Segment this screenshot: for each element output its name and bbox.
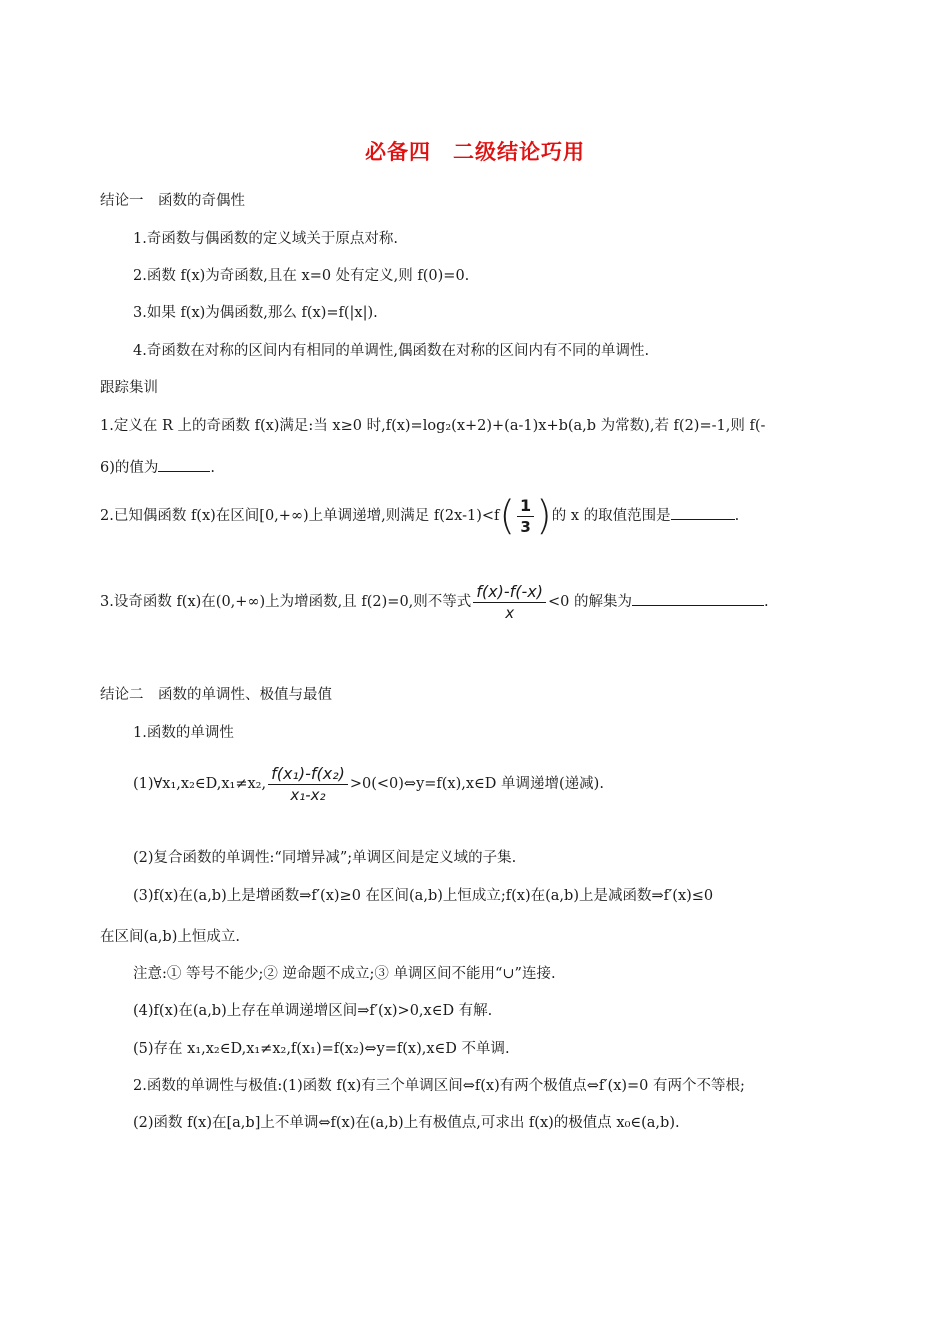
section-heading-monotonicity: 结论二 函数的单调性、极值与最值 xyxy=(100,687,332,703)
question-2-text: 2.已知偶函数 f(x)在区间[0,+∞)上单调递增,则满足 f(2x-1)<f xyxy=(100,508,500,524)
question-2 xyxy=(100,492,739,540)
fraction-denominator: x xyxy=(505,603,515,622)
conclusion-item: 2.函数 f(x)为奇函数,且在 x=0 处有定义,则 f(0)=0. xyxy=(133,268,470,284)
item-5: (5)存在 x₁,x₂∈D,x₁≠x₂,f(x₁)=f(x₂)⇔y=f(x),x∈D 不单调. xyxy=(133,1041,510,1057)
item-2: (2)复合函数的单调性:“同增异减”;单调区间是定义域的子集. xyxy=(133,850,517,866)
question-3 xyxy=(100,578,769,626)
fraction-numerator: f(x)-f(-x) xyxy=(473,582,546,603)
item-3-line-1: (3)f(x)在(a,b)上是增函数⇒f′(x)≥0 在区间(a,b)上恒成立;f(x)在(a,b)上是减函数⇒f′(x)≤0 xyxy=(133,888,714,904)
fraction-inequality xyxy=(473,582,546,623)
fraction-numerator: 1 xyxy=(517,496,534,517)
fraction-difference-quotient xyxy=(268,764,348,805)
question-1-line-1: 1.定义在 R 上的奇函数 f(x)满足:当 x≥0 时,f(x)=log₂(x+2)+(a-1)x+b(a,b 为常数),若 f(2)=-1,则 f(- xyxy=(100,418,766,434)
fraction-denominator: x₁-x₂ xyxy=(290,785,326,804)
item-4: (4)f(x)在(a,b)上存在单调递增区间⇒f′(x)>0,x∈D 有解. xyxy=(133,1003,493,1019)
fraction-denominator: 3 xyxy=(520,517,531,536)
practice-heading: 跟踪集训 xyxy=(100,380,158,396)
question-2-text-2: 的 x 的取值范围是 xyxy=(551,508,671,524)
note: 注意:① 等号不能少;② 逆命题不成立;③ 单调区间不能用“∪”连接. xyxy=(133,966,556,982)
section-heading-parity: 结论一 函数的奇偶性 xyxy=(100,193,245,209)
answer-blank[interactable] xyxy=(632,591,764,606)
question-3-text-2: <0 的解集为 xyxy=(548,594,632,610)
item-1-text-2: >0(<0)⇔y=f(x),x∈D 单调递增(递减). xyxy=(349,776,604,792)
item-1-text: (1)∀x₁,x₂∈D,x₁≠x₂, xyxy=(133,776,267,792)
item-3-line-2: 在区间(a,b)上恒成立. xyxy=(100,929,240,945)
subheading-2: 2.函数的单调性与极值:(1)函数 f(x)有三个单调区间⇔f(x)有两个极值点⇔f′(x)=0 有两个不等根; xyxy=(133,1078,745,1094)
conclusion-item: 1.奇函数与偶函数的定义域关于原点对称. xyxy=(133,231,398,247)
fraction-numerator: f(x₁)-f(x₂) xyxy=(268,764,348,785)
subheading-2-line-2: (2)函数 f(x)在[a,b]上不单调⇔f(x)在(a,b)上有极值点,可求出 f(x)的极值点 x₀∈(a,b). xyxy=(133,1115,680,1131)
question-2-end: . xyxy=(734,508,740,524)
fraction-one-third xyxy=(517,496,534,537)
question-1-line-2 xyxy=(100,457,215,478)
answer-blank[interactable] xyxy=(671,505,735,520)
paren-fraction: ( $\frac{1}{3}$ ) xyxy=(499,493,552,539)
conclusion-item: 4.奇函数在对称的区间内有相同的单调性,偶函数在对称的区间内有不同的单调性. xyxy=(133,343,650,359)
page-title: 必备四 二级结论巧用 xyxy=(365,140,585,164)
item-1 xyxy=(133,760,604,808)
question-1-end: . xyxy=(210,460,215,476)
question-1-text: 6)的值为 xyxy=(100,460,159,476)
question-3-text: 3.设奇函数 f(x)在(0,+∞)上为增函数,且 f(2)=0,则不等式 xyxy=(100,594,472,610)
question-3-end: . xyxy=(764,594,769,610)
answer-blank[interactable] xyxy=(158,457,210,472)
subheading: 1.函数的单调性 xyxy=(133,725,234,741)
conclusion-item: 3.如果 f(x)为偶函数,那么 f(x)=f(|x|). xyxy=(133,305,378,321)
